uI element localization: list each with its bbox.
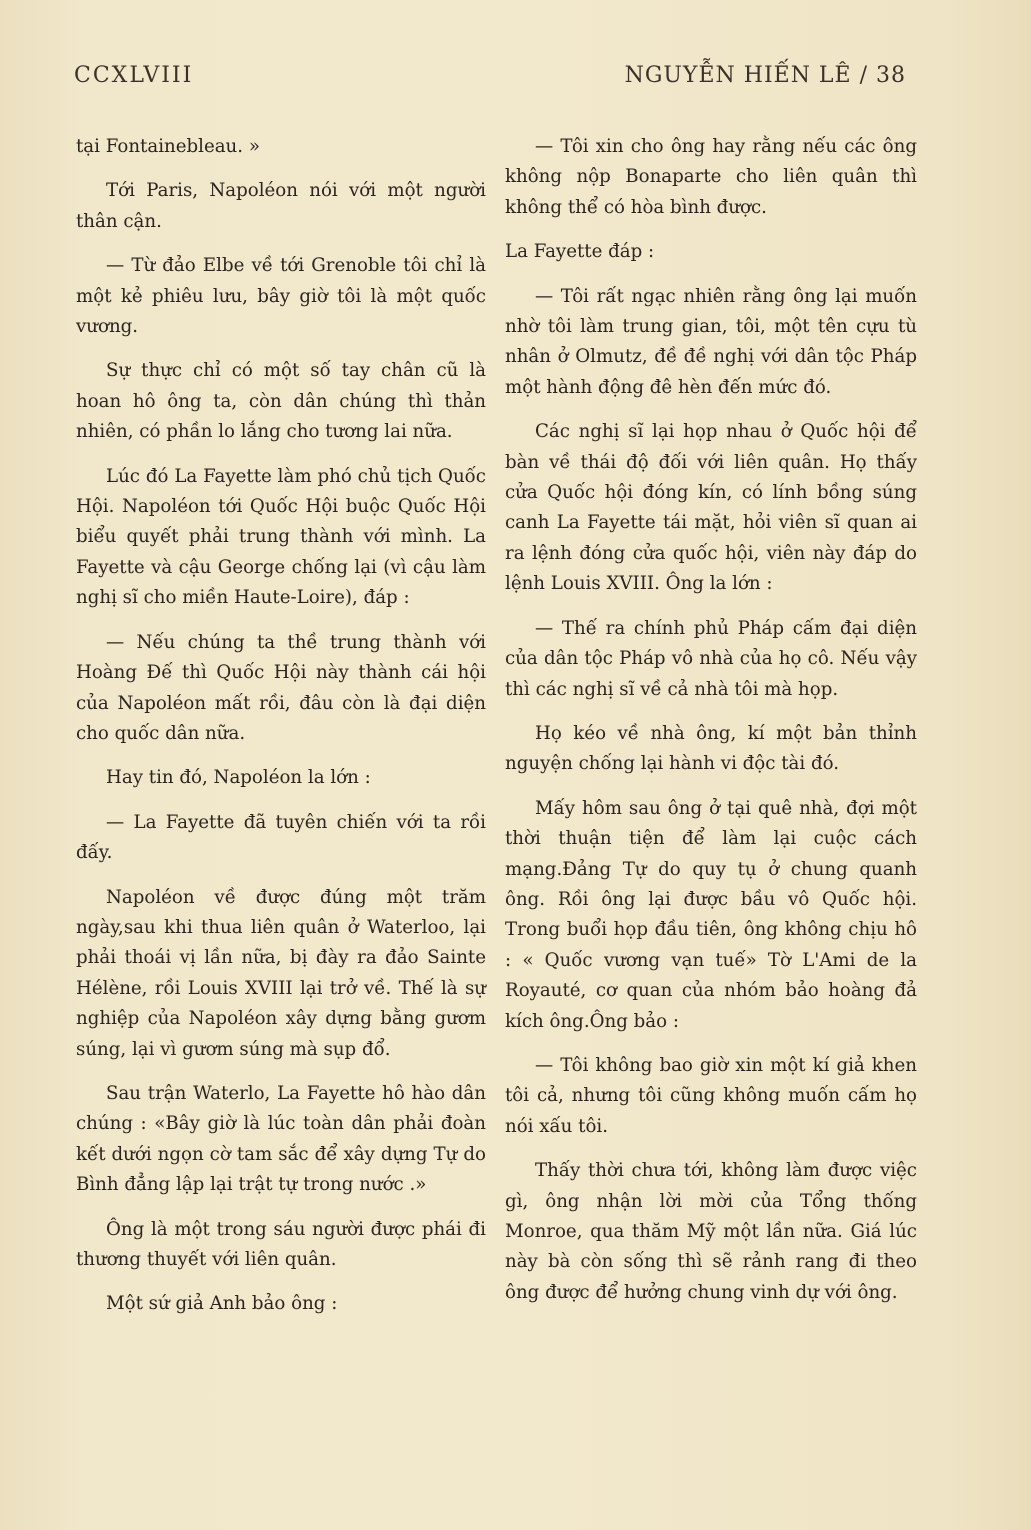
- paragraph: — Từ đảo Elbe về tới Grenoble tôi chỉ là một kẻ phiêu lưu, bây giờ tôi là một quốc vương.: [76, 255, 486, 338]
- page-header-left: CCXLVIII: [74, 63, 194, 88]
- paragraph: Ông là một trong sáu người được phái đi thương thuyết với liên quân.: [76, 1218, 486, 1270]
- paragraph: Các nghị sĩ lại họp nhau ở Quốc hội để bàn về thái độ đối với liên quân. Họ thấy cửa Quốc hội đóng kín, có lính bồng súng canh La Fayette tái mặt, hỏi viên sĩ quan ai ra lệnh đóng cửa quốc hội, viên này đáp do lệnh Louis XVIII. Ông la lớn :: [505, 421, 917, 595]
- paragraph: — Tôi không bao giờ xin một kí giả khen tôi cả, nhưng tôi cũng không muốn cấm họ nói xấu tôi.: [505, 1054, 917, 1137]
- paragraph: Tới Paris, Napoléon nói với một người thân cận.: [76, 180, 486, 232]
- paragraph: — Thế ra chính phủ Pháp cấm đại diện của dân tộc Pháp vô nhà của họ cô. Nếu vậy thì các nghị sĩ về cả nhà tôi mà họp.: [505, 617, 917, 700]
- paragraph: Lúc đó La Fayette làm phó chủ tịch Quốc Hội. Napoléon tới Quốc Hội buộc Quốc Hội biểu quyết phải trung thành với mình. La Fayette và cậu George chống lại (vì cậu làm nghị sĩ cho miền Haute-Loire), đáp :: [76, 465, 486, 609]
- paragraph: Napoléon về được đúng một trăm ngày,sau khi thua liên quân ở Waterloo, lại phải thoái vị lần nữa, bị đày ra đảo Sainte Hélène, rồi Louis XVIII lại trở về. Thế là sự nghiệp của Napoléon xây dựng bằng gươm súng, lại vì gươm súng mà sụp đổ.: [76, 886, 486, 1060]
- paragraph: Sau trận Waterlo, La Fayette hô hào dân chúng : «Bây giờ là lúc toàn dân phải đoàn kết dưới ngọn cờ tam sắc để xây dựng Tự do Bình đẳng lập lại trật tự trong nước .»: [76, 1082, 486, 1196]
- paragraph: Sự thực chỉ có một số tay chân cũ là hoan hô ông ta, còn dân chúng thì thản nhiên, có phần lo lắng cho tương lai nữa.: [76, 360, 486, 443]
- paragraph: — Nếu chúng ta thề trung thành với Hoàng Đế thì Quốc Hội này thành cái hội của Napoléon mất rồi, đâu còn là đại diện cho quốc dân nữa.: [76, 631, 486, 744]
- right-text-column: [505, 132, 917, 1308]
- paragraph: Thấy thời chưa tới, không làm được việc gì, ông nhận lời mời của Tổng thống Monroe, qua thăm Mỹ một lần nữa. Giá lúc này bà còn sống thì sẽ rảnh rang đi theo ông được để hưởng chung vinh dự với ông.: [505, 1160, 917, 1303]
- paragraph: tại Fontainebleau. »: [76, 136, 260, 157]
- paragraph: — Tôi rất ngạc nhiên rằng ông lại muốn nhờ tôi làm trung gian, tôi, một tên cựu tù nhân ở Olmutz, đề đề nghị với dân tộc Pháp một hành động đê hèn đến mức đó.: [505, 285, 917, 398]
- paragraph: Họ kéo về nhà ông, kí một bản thỉnh nguyện chống lại hành vi độc tài đó.: [505, 722, 917, 775]
- paragraph: Một sứ giả Anh bảo ông :: [106, 1293, 338, 1315]
- paragraph: Hay tin đó, Napoléon la lớn :: [106, 767, 371, 789]
- page-header-right: NGUYỄN HIẾN LÊ / 38: [624, 63, 906, 88]
- paragraph: — La Fayette đã tuyên chiến với ta rồi đấy.: [76, 811, 486, 864]
- paragraph: Mấy hôm sau ông ở tại quê nhà, đợi một thời thuận tiện để làm lại cuộc cách mạng.Đảng Tự do quy tụ ở chung quanh ông. Rồi ông lại được bầu vô Quốc hội. Trong buổi họp đầu tiên, ông không chịu hô : « Quốc vương vạn tuế» Tờ L'Ami de la Royauté, cơ quan của nhóm bảo hoàng đả kích ông.Ông bảo :: [505, 797, 917, 1032]
- left-text-column: [76, 132, 486, 1320]
- paragraph: — Tôi xin cho ông hay rằng nếu các ông không nộp Bonaparte cho liên quân thì không thể có hòa bình được.: [505, 136, 917, 218]
- paragraph: La Fayette đáp :: [505, 241, 655, 263]
